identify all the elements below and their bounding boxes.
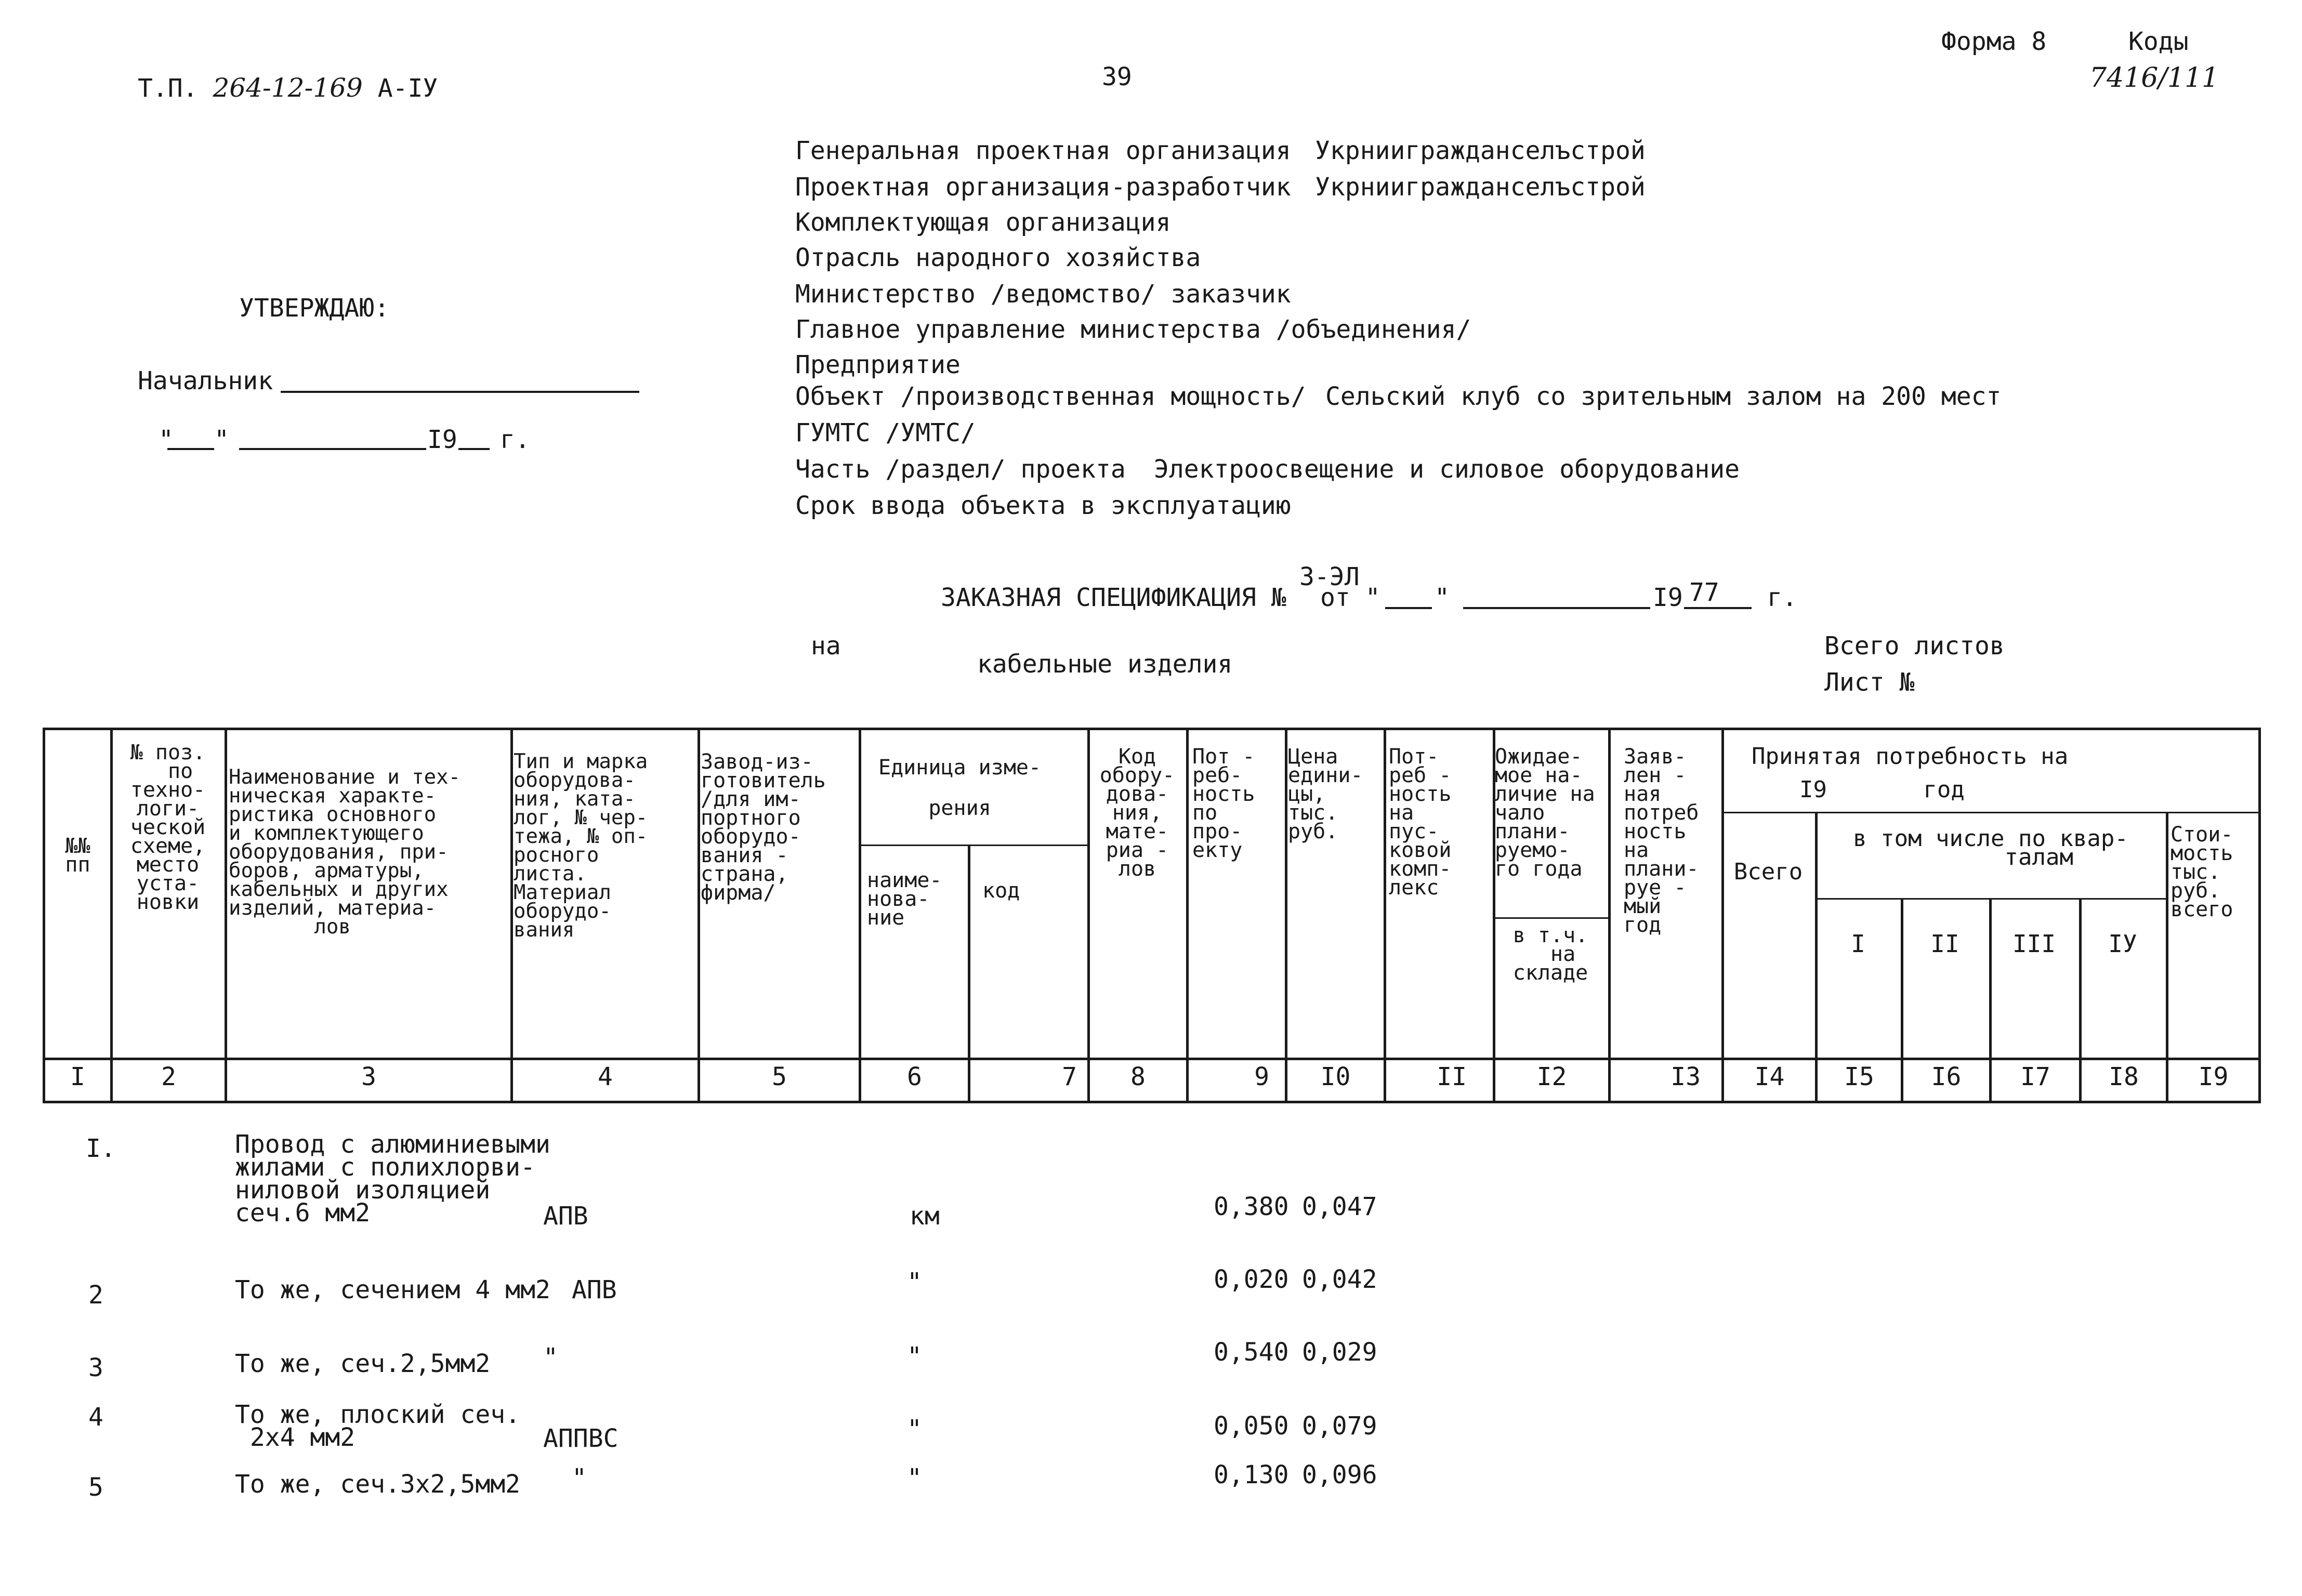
approval-month-line xyxy=(239,427,426,450)
approval-year-suffix: г. xyxy=(500,425,530,454)
spec-year-suffix: г. xyxy=(1767,583,1797,612)
header-unit-name: наиме- нова- ние xyxy=(867,868,942,930)
accepted-subheader-line xyxy=(1721,812,2261,813)
spec-subject: кабельные изделия xyxy=(977,650,1233,679)
org-label: Объект /производственная мощность/ xyxy=(795,382,1306,411)
doc-suffix: А-IУ xyxy=(377,74,438,103)
org-line-main-department: Главное управление министерства /объединения/ xyxy=(795,315,1471,344)
col-divider xyxy=(510,728,513,1102)
header-equipment-code: Код обору- дова- ния, мате- риа - лов xyxy=(1099,745,1175,881)
approval-quote-close: " xyxy=(214,425,229,454)
spec-month-line xyxy=(1463,586,1650,609)
header-quarter-4: IУ xyxy=(2108,930,2137,958)
sheet-number-label: Лист № xyxy=(1824,668,1915,697)
row-price: 0,042 xyxy=(1302,1265,1377,1294)
org-line-industry: Отрасль народного хозяйства xyxy=(795,243,1201,272)
org-line-commissioning: Срок ввода объекта в эксплуатацию xyxy=(795,491,1291,520)
table-top-border xyxy=(43,728,2261,730)
org-line-ministry: Министерство /ведомство/ заказчик xyxy=(795,280,1291,309)
col-divider xyxy=(859,728,861,1102)
column-number: I xyxy=(70,1062,85,1091)
org-value: Электроосвещение и силовое оборудование xyxy=(1154,455,1740,484)
org-label: Генеральная проектная организация xyxy=(795,136,1291,165)
row-price: 0,029 xyxy=(1302,1338,1377,1367)
col-divider xyxy=(1608,728,1611,1102)
spec-year-line xyxy=(1684,586,1752,609)
spec-title: ЗАКАЗНАЯ СПЕЦИФИКАЦИЯ № xyxy=(941,583,1286,612)
table-left-border xyxy=(43,728,45,1102)
column-number: II xyxy=(1437,1062,1467,1091)
org-label: Проектная организация-разработчик xyxy=(795,173,1291,202)
row-type: АППВС xyxy=(543,1424,619,1453)
row-price: 0,047 xyxy=(1302,1192,1377,1221)
spec-year-prefix: I9 xyxy=(1653,583,1683,612)
approval-year-line xyxy=(458,427,490,450)
row-number: 2 xyxy=(88,1281,103,1310)
header-quarter-1: I xyxy=(1851,930,1865,958)
spec-number: 3-ЭЛ xyxy=(1299,562,1360,591)
column-number: I9 xyxy=(2198,1062,2229,1091)
doc-code-handwritten: 264-12-169 xyxy=(213,73,363,103)
row-number: 3 xyxy=(88,1353,103,1382)
col-divider xyxy=(698,728,700,1102)
column-number: I3 xyxy=(1670,1062,1701,1091)
col-divider xyxy=(1815,812,1818,1102)
spec-from-label: от " xyxy=(1320,583,1380,612)
table-header-bottom xyxy=(43,1058,2261,1060)
org-value: Укрниигражданселъстрой xyxy=(1315,173,1646,202)
row-unit: " xyxy=(907,1342,922,1371)
header-declared-need: Заяв- лен - ная потреб ность на плани- руе - мый год xyxy=(1624,745,1699,937)
col-divider xyxy=(1721,728,1724,1102)
header-accepted: Принятая потребность на xyxy=(1752,743,2069,770)
header-row-number: №№ пп xyxy=(65,834,90,877)
org-value: Укрниигражданселъстрой xyxy=(1315,136,1646,165)
spec-year-value: 77 xyxy=(1689,578,1719,607)
column-number: 5 xyxy=(772,1062,787,1091)
row-type: " xyxy=(572,1463,587,1493)
org-line-gumts: ГУМТС /УМТС/ xyxy=(795,418,976,447)
row-name: То же, сеч.3х2,5мм2 xyxy=(235,1470,521,1499)
header-startup-need: Пот- реб - ность на пус- ковой комп- лекс xyxy=(1389,745,1452,900)
approval-title: УТВЕРЖДАЮ: xyxy=(239,294,389,323)
header-name: Наименование и тех- ническая характе- ристика основного и комплектующего оборудования, при- боров, арматуры, кабельных и других изделий, материа- лов xyxy=(229,766,461,939)
column-number: I4 xyxy=(1754,1062,1785,1091)
header-unit-code: код xyxy=(982,879,1020,903)
header-accepted-year: I9 год xyxy=(1799,776,1965,803)
row-quantity: 0,050 xyxy=(1214,1412,1289,1441)
header-unit-group: Единица изме- рения xyxy=(878,756,1042,820)
row-unit: км xyxy=(910,1202,940,1231)
org-line-project-part xyxy=(795,455,1740,484)
column-number: I7 xyxy=(2020,1062,2050,1091)
header-expected: Ожидае- мое на- личие на чало плани- руемо- го года xyxy=(1495,745,1595,881)
row-number: 5 xyxy=(88,1473,103,1502)
column-number: 7 xyxy=(1062,1062,1077,1091)
row-unit: " xyxy=(907,1415,922,1444)
row-type: АПВ xyxy=(543,1202,588,1231)
column-number: 2 xyxy=(161,1062,176,1091)
column-number: I0 xyxy=(1320,1062,1351,1091)
row-name: То же, сечением 4 мм2 xyxy=(235,1275,550,1304)
approval-quote-open: " xyxy=(159,425,174,454)
table-bottom-border xyxy=(43,1101,2261,1103)
row-quantity: 0,130 xyxy=(1214,1460,1289,1489)
col-divider xyxy=(225,728,227,1102)
org-label: Часть /раздел/ проекта xyxy=(795,455,1126,484)
org-line-completing: Комплектующая организация xyxy=(795,208,1171,237)
approval-year-prefix: I9 xyxy=(427,425,457,454)
col-divider xyxy=(1186,728,1189,1102)
row-name: Провод с алюминиевыми жилами с полихлорви- ниловой изоляцией сеч.6 мм2 xyxy=(235,1130,550,1228)
form-label: Форма 8 xyxy=(1941,27,2047,56)
header-in-stock: в т.ч. на складе xyxy=(1512,924,1588,985)
document-code xyxy=(138,73,438,103)
row-price: 0,096 xyxy=(1302,1460,1377,1489)
column-number: I2 xyxy=(1536,1062,1567,1091)
col-divider xyxy=(1285,728,1287,1102)
row-name: То же, сеч.2,5мм2 xyxy=(235,1349,491,1378)
row-quantity: 0,020 xyxy=(1214,1265,1289,1294)
org-line-enterprise: Предприятие xyxy=(795,350,961,379)
column-number: 8 xyxy=(1130,1062,1146,1091)
row-type: " xyxy=(543,1343,558,1372)
row-unit: " xyxy=(907,1268,922,1297)
column-number: 6 xyxy=(907,1062,922,1091)
header-total: Всего xyxy=(1733,859,1803,885)
row-number: 4 xyxy=(88,1403,103,1432)
row-quantity: 0,540 xyxy=(1214,1338,1289,1367)
sheets-total-label: Всего листов xyxy=(1824,631,2005,661)
col-divider xyxy=(2166,812,2168,1102)
org-line-developer xyxy=(795,173,1646,202)
row-unit: " xyxy=(907,1463,922,1493)
approval-day-line xyxy=(167,427,214,450)
column-number: I5 xyxy=(1844,1062,1874,1091)
row-price: 0,079 xyxy=(1302,1412,1377,1441)
chief-label: Начальник xyxy=(138,366,273,395)
header-manufacturer: Завод-из- готовитель /для им- портного оборудо- вания - страна, фирма/ xyxy=(701,750,826,905)
column-number: I6 xyxy=(1931,1062,1962,1091)
header-position: № поз. по техно- логи- ческой схеме, место уста- новки xyxy=(130,741,206,914)
page-number: 39 xyxy=(1102,62,1132,91)
row-quantity: 0,380 xyxy=(1214,1192,1289,1221)
spec-day-line xyxy=(1385,586,1432,609)
codes-handwritten: 7416/111 xyxy=(2089,62,2219,94)
org-value: Сельский клуб со зрительным залом на 200 мест xyxy=(1325,382,2002,411)
row-type: АПВ xyxy=(572,1275,617,1304)
org-line-general xyxy=(795,136,1646,165)
doc-prefix: Т.П. xyxy=(138,74,198,103)
header-quarters: в том числе по квар- талам xyxy=(1853,825,2128,870)
column-number: I8 xyxy=(2109,1062,2139,1091)
header-cost-total: Стои- мость тыс. руб. всего xyxy=(2171,823,2233,921)
codes-label: Коды xyxy=(2128,27,2189,56)
header-unit-price: Цена едини- цы, тыс. руб. xyxy=(1288,745,1363,843)
column-number: 9 xyxy=(1254,1062,1269,1091)
unit-subheader-line xyxy=(859,845,1087,846)
row-number: I. xyxy=(86,1134,116,1163)
row-name: То же, плоский сеч. 2х4 мм2 xyxy=(235,1400,521,1452)
spec-quote-close: " xyxy=(1435,583,1450,612)
column-number: 4 xyxy=(598,1062,613,1091)
spec-on-label: на xyxy=(811,631,841,661)
expected-subheader-line xyxy=(1493,917,1608,919)
header-project-need: Пот - реб- ность по про- екту xyxy=(1192,745,1255,862)
org-line-object xyxy=(795,382,2002,411)
col-divider xyxy=(1384,728,1386,1102)
chief-signature-line xyxy=(281,370,639,393)
header-quarter-3: III xyxy=(2012,930,2056,958)
header-quarter-2: II xyxy=(1930,930,1959,958)
header-type: Тип и марка оборудова- ния, ката- лог, № чер- тежа, № оп- росного листа. Материал оборудо- вания xyxy=(514,750,648,942)
column-number: 3 xyxy=(361,1062,376,1091)
